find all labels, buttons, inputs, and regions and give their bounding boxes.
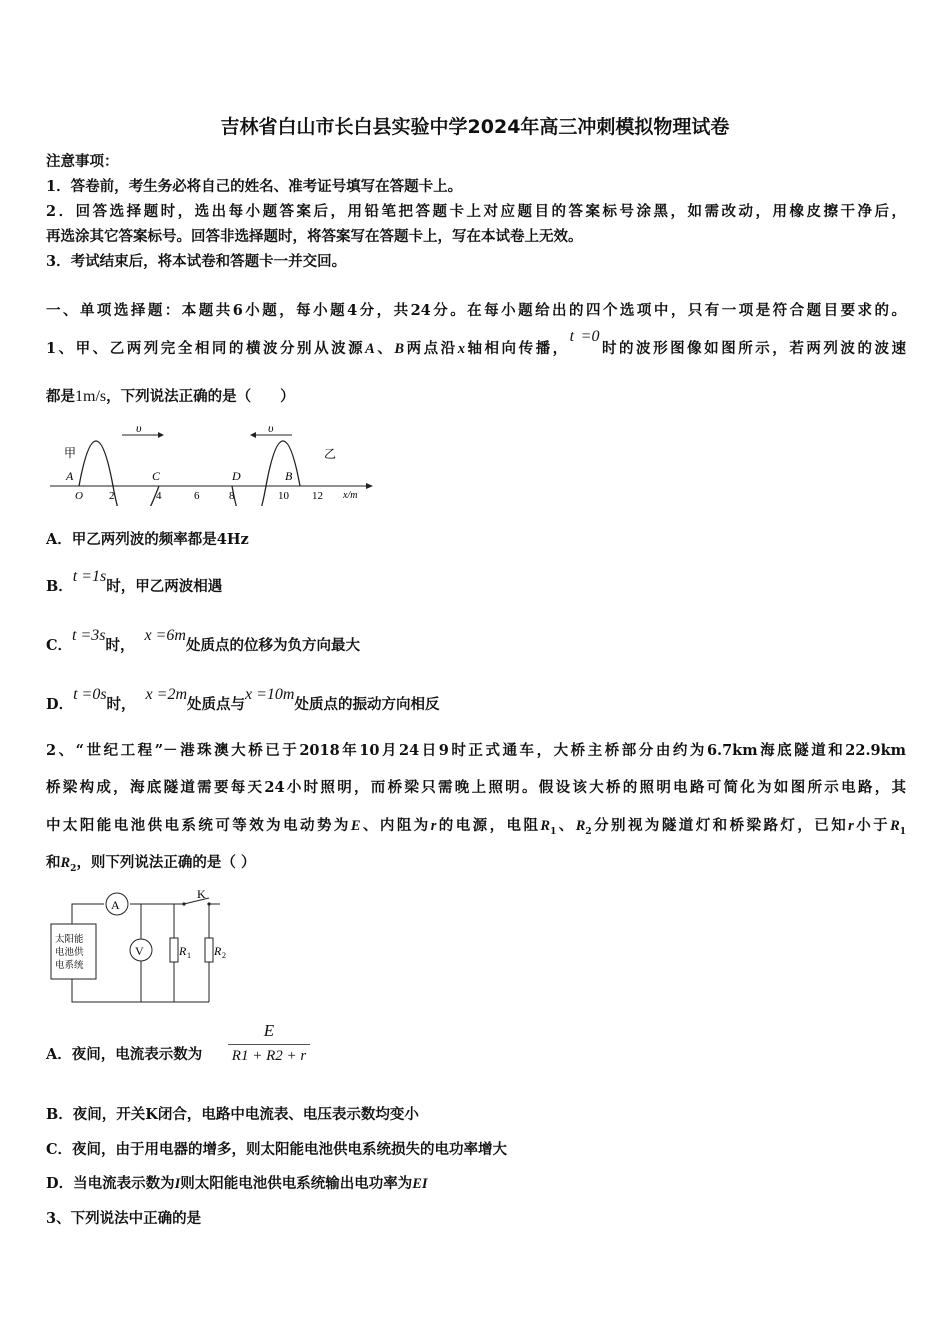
notice-item: 再选涂其它答案标号。回答非选择题时，将答案写在答题卡上，写在本试卷上无效。: [46, 228, 583, 245]
q2-stem-line1: 2、“世纪工程”－港珠澳大桥已于2018年10月24日9时正式通车，大桥主桥部分由约为6.7km海底隧道和22.9km: [46, 742, 906, 759]
notice-item: 1．答卷前，考生务必将自己的姓名、准考证号填写在答题卡上。: [46, 178, 463, 195]
arrow-left-wave: [122, 432, 164, 438]
tick-label: O: [75, 490, 83, 502]
fraction-denominator: R1 + R2 + r: [231, 1048, 307, 1064]
q3-stem: 3、下列说法中正确的是: [46, 1210, 202, 1227]
q2-stem-line4: 和$R_2$，则下列说法正确的是（ ）: [46, 854, 256, 874]
q1-option-a: A．甲乙两列波的频率都是4Hz: [46, 531, 249, 548]
tick-label: 6: [194, 490, 200, 502]
tick-label: 12: [312, 490, 323, 502]
tick-label: 8: [229, 490, 235, 502]
voltmeter-label: V: [135, 944, 144, 958]
current-fraction: [228, 1021, 310, 1065]
wire-top: [72, 904, 104, 910]
x-axis-arrow: [366, 483, 373, 489]
page-title: 吉林省白山市长白县实验中学2024年高三冲刺模拟物理试卷: [220, 116, 730, 138]
r1-subscript: 1: [187, 951, 191, 960]
label-jia: 甲: [64, 446, 77, 460]
q2-option-d: D．当电流表示数为I则太阳能电池供电系统输出电功率为EI: [46, 1175, 428, 1192]
source-label: 电池供: [55, 948, 84, 958]
tick-label: 4: [156, 490, 162, 502]
point-D: D: [232, 469, 241, 483]
r1-label: R: [179, 944, 187, 958]
resistor-r1: [170, 938, 178, 962]
switch-label: K: [197, 887, 206, 901]
q1-option-d: D．t =0s时，x =2m处质点与x =10m处质点的振动方向相反: [46, 686, 440, 713]
resistor-r2: [205, 938, 213, 962]
q1-option-c: C．t =3s时，x =6m处质点的位移为负方向最大: [46, 627, 360, 654]
wave-figure: [46, 418, 376, 506]
q2-option-b: B．夜间，开关K闭合，电路中电流表、电压表示数均变小: [46, 1106, 419, 1123]
q2-option-a: A．夜间，电流表示数为: [46, 1046, 203, 1063]
q2-stem-line3: 中太阳能电池供电系统可等效为电动势为E、内阻为r的电源，电阻$R_1$、$R_2$分别视为隧道灯和桥梁路灯，已知r小于$R_1$: [46, 817, 907, 837]
axis-label: x/m: [343, 490, 358, 501]
source-label: 电系统: [55, 961, 84, 971]
q1-option-b: B．t =1s时，甲乙两波相遇: [46, 568, 223, 595]
wave-jia: [79, 441, 159, 506]
math-t0: t =0: [569, 328, 600, 345]
notice-item: 2．回答选择题时，选出每小题答案后，用铅笔把答题卡上对应题目的答案标号涂黑，如需改动，用橡皮擦干净后，: [46, 203, 906, 220]
point-A: A: [66, 469, 74, 483]
notice-item: 3．考试结束后，将本试卷和答题卡一并交回。: [46, 253, 347, 270]
source-label: 太阳能: [55, 935, 84, 945]
r2-subscript: 2: [222, 951, 226, 960]
notice-heading: 注意事项：: [46, 153, 119, 170]
q1-stem-line2: 都是1m/s，下列说法正确的是（ ）: [46, 388, 295, 405]
r2-label: R: [214, 944, 222, 958]
velocity-label: υ: [136, 421, 142, 435]
q1-stem-line1: 1、甲、乙两列完全相同的横波分别从波源A、B两点沿x轴相向传播，t =0时的波形图像如图所示，若两列波的波速: [46, 328, 907, 357]
q2-option-c: C．夜间，由于用电器的增多，则太阳能电池供电系统损失的电功率增大: [46, 1141, 508, 1158]
point-C: C: [152, 469, 161, 483]
ammeter-label: A: [111, 898, 120, 912]
circuit-diagram: [46, 884, 246, 1006]
tick-label: 10: [278, 490, 289, 502]
tick-label: 2: [109, 490, 115, 502]
q2-stem-line2: 桥梁构成，海底隧道需要每天24小时照明，而桥梁只需晚上照明。假设该大桥的照明电路可简化为如图所示电路，其: [46, 779, 906, 796]
section-heading: 一、单项选择题：本题共6小题，每小题4分，共24分。在每小题给出的四个选项中，只有一项是符合题目要求的。: [46, 302, 906, 319]
velocity-label: υ: [268, 421, 274, 435]
fraction-numerator: E: [228, 1021, 310, 1045]
point-B: B: [285, 469, 293, 483]
label-yi: 乙: [324, 447, 337, 461]
